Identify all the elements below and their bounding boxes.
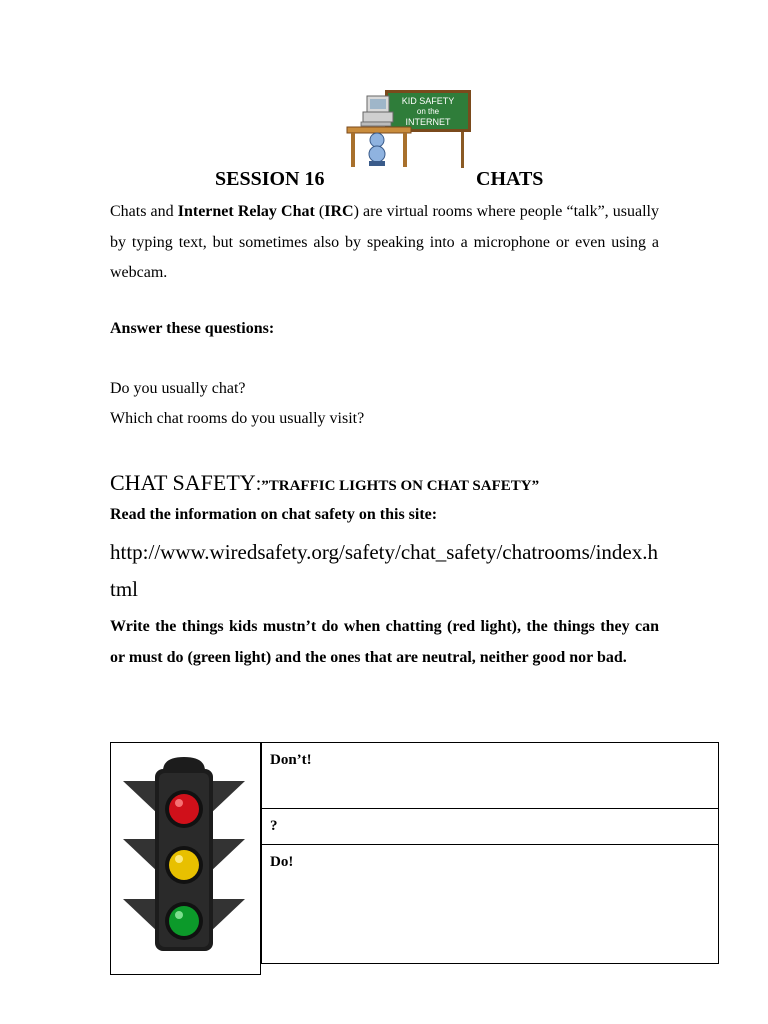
intro-paragraph — [110, 197, 659, 289]
board-line-2: on the — [416, 107, 440, 116]
row-label-dont: Don’t! — [270, 752, 312, 768]
red-light — [169, 794, 199, 824]
board-line-1: KID SAFETY — [401, 96, 455, 106]
chat-safety-title: CHAT SAFETY — [110, 470, 256, 495]
row-label-do: Do! — [270, 854, 294, 870]
table-row-neutral[interactable] — [262, 809, 718, 845]
shade-right-1 — [209, 781, 245, 815]
shade-left-1 — [123, 781, 159, 815]
table-row-dont[interactable] — [262, 743, 718, 809]
desk — [347, 127, 411, 133]
question-2: Which chat rooms do you usually visit? — [110, 410, 365, 427]
table-row-do[interactable] — [262, 845, 718, 963]
chat-safety-colon: : — [255, 473, 262, 495]
session-title: SESSION 16 — [215, 168, 325, 190]
intro-bold-irc-name: Internet Relay Chat — [177, 203, 315, 220]
safety-url-link[interactable]: http://www.wiredsafety.org/safety/chat_safety/chatrooms/index.html — [110, 540, 658, 601]
topic-title: CHATS — [476, 168, 544, 190]
chat-safety-table — [261, 742, 719, 964]
questions-heading: Answer these questions: — [110, 320, 275, 337]
intro-text-2: ( — [314, 203, 325, 220]
shade-right-2 — [209, 839, 245, 873]
chat-safety-heading — [110, 470, 539, 496]
shade-left-2 — [123, 839, 159, 873]
intro-bold-irc: IRC — [324, 203, 354, 220]
traffic-light-icon — [111, 743, 259, 973]
question-1: Do you usually chat? — [110, 380, 246, 397]
write-instruction: Write the things kids mustn’t do when chatting (red light), the things they can or must do (green light) and the ones that are neutral, neither good nor bad. — [110, 618, 659, 666]
read-instruction: Read the information on chat safety on this site: — [110, 506, 438, 523]
green-light — [169, 906, 199, 936]
shade-right-3 — [209, 899, 245, 933]
shade-left-3 — [123, 899, 159, 933]
yellow-light — [169, 850, 199, 880]
traffic-light-cell — [110, 742, 261, 975]
kid-icon — [370, 133, 384, 147]
board-line-3: INTERNET — [405, 117, 451, 127]
kid-safety-logo — [345, 88, 475, 170]
row-label-neutral: ? — [270, 818, 278, 834]
intro-text-3: ) are virtual rooms where people “talk”, usually by typing text, but sometimes also by speaking into a microphone or even using a webcam. — [110, 203, 659, 281]
intro-text-1: Chats and — [110, 203, 178, 220]
chat-safety-subtitle: ”TRAFFIC LIGHTS ON CHAT SAFETY” — [261, 478, 540, 494]
